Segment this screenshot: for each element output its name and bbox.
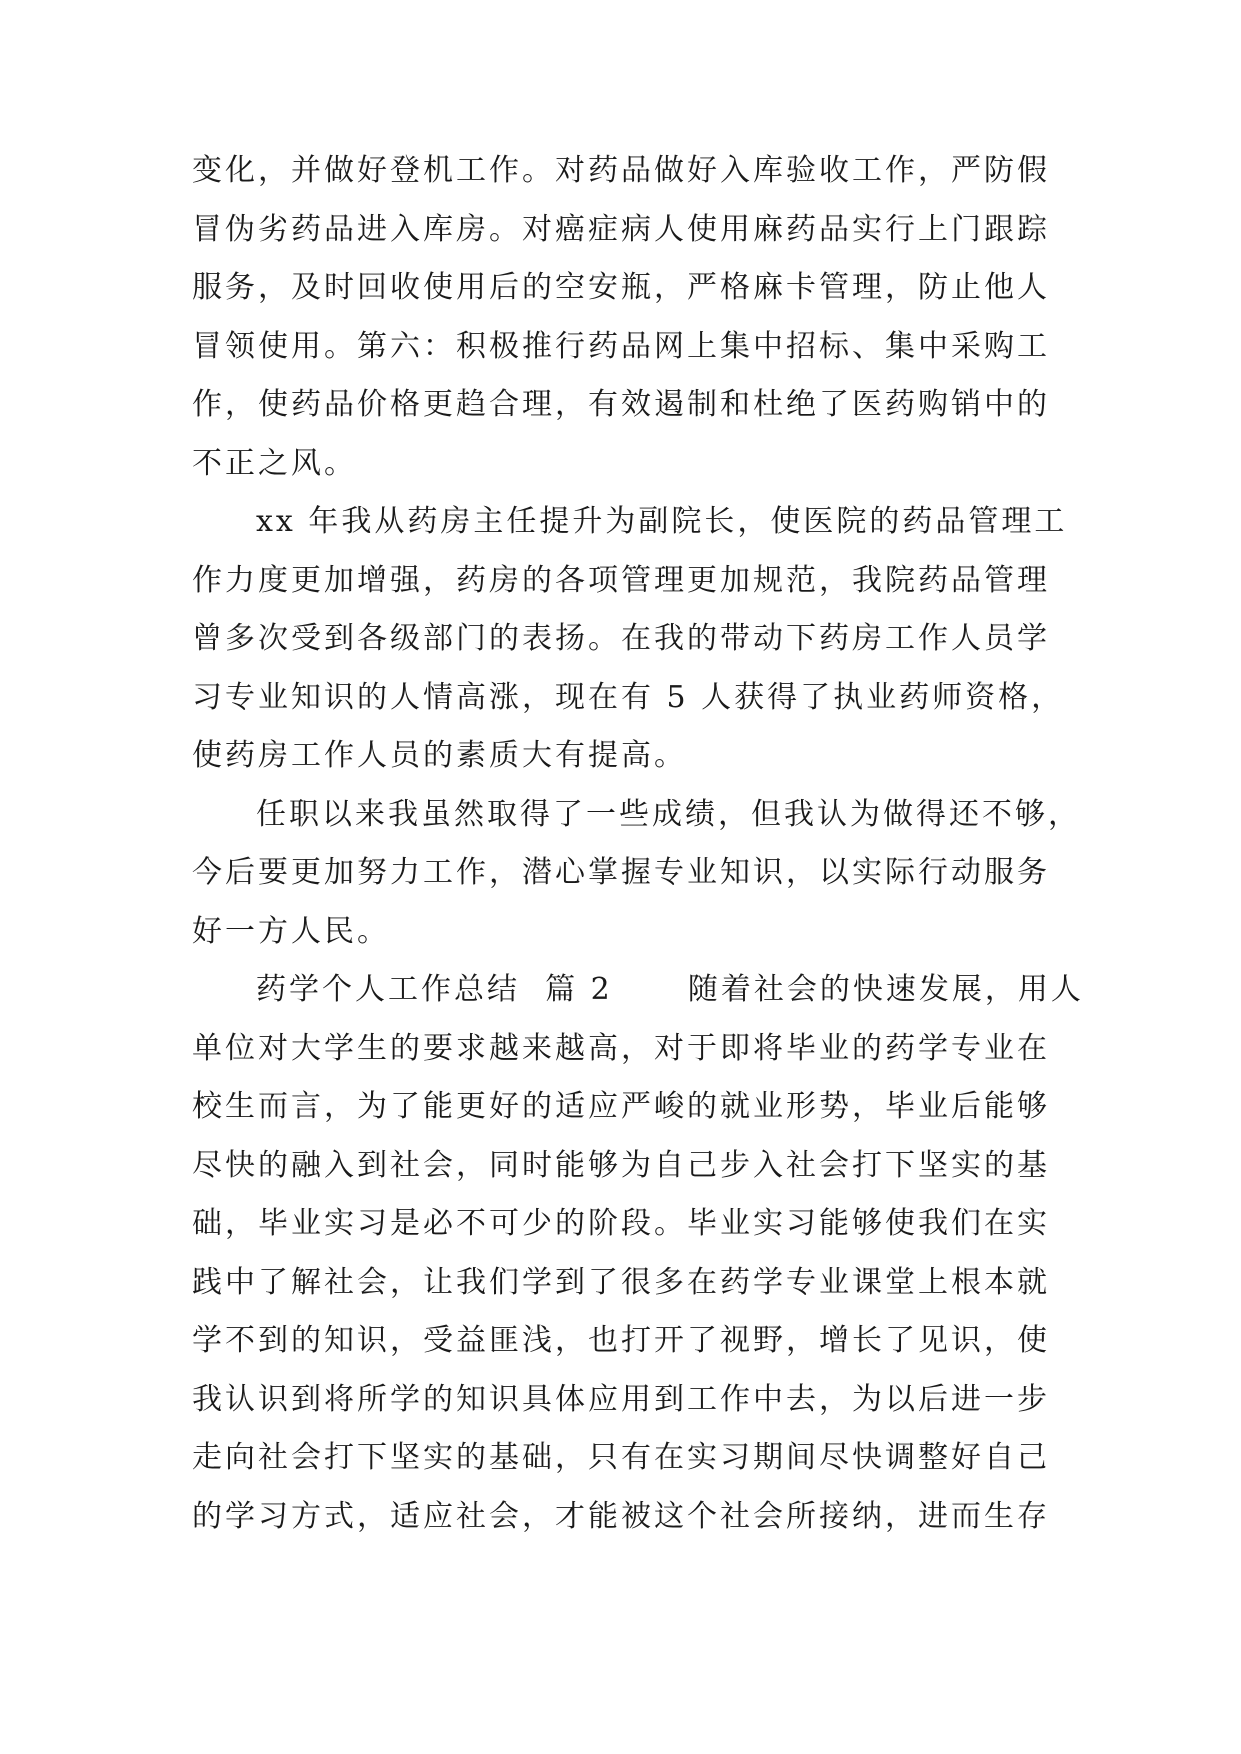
text-line: 单位对大学生的要求越来越高，对于即将毕业的药学专业在 bbox=[192, 1030, 1050, 1066]
text-line: 曾多次受到各级部门的表扬。在我的带动下药房工作人员学 bbox=[192, 621, 1050, 656]
text-line: 好一方人民。 bbox=[192, 913, 390, 949]
text-line: 校生而言，为了能更好的适应严峻的就业形势，毕业后能够 bbox=[192, 1089, 1050, 1124]
section-heading-line: 药学个人工作总结 篇 2 随着社会的快速发展，用人 bbox=[256, 972, 1084, 1007]
text-line: 我认识到将所学的知识具体应用到工作中去，为以后进一步 bbox=[192, 1381, 1050, 1417]
paragraph-start-line: xx 年我从药房主任提升为副院长，使医院的药品管理工 bbox=[256, 504, 1068, 539]
document-body bbox=[192, 142, 1084, 1546]
text-line: 冒领使用。第六：积极推行药品网上集中招标、集中采购工 bbox=[192, 328, 1050, 364]
text-line: 变化，并做好登机工作。对药品做好入库验收工作，严防假 bbox=[192, 153, 1050, 188]
text-line: 作，使药品价格更趋合理，有效遏制和杜绝了医药购销中的 bbox=[192, 387, 1050, 422]
text-line: 础，毕业实习是必不可少的阶段。毕业实习能够使我们在实 bbox=[192, 1206, 1050, 1241]
text-line: 习专业知识的人情高涨，现在有 5 人获得了执业药师资格， bbox=[192, 679, 1065, 715]
text-line: 践中了解社会，让我们学到了很多在药学专业课堂上根本就 bbox=[192, 1264, 1050, 1300]
text-line: 走向社会打下坚实的基础，只有在实习期间尽快调整好自己 bbox=[192, 1440, 1050, 1475]
paragraph-start-line: 任职以来我虽然取得了一些成绩，但我认为做得还不够， bbox=[256, 796, 1081, 832]
text-line: 冒伪劣药品进入库房。对癌症病人使用麻药品实行上门跟踪 bbox=[192, 211, 1050, 247]
text-line: 尽快的融入到社会，同时能够为自己步入社会打下坚实的基 bbox=[192, 1147, 1050, 1183]
text-line: 作力度更加增强，药房的各项管理更加规范，我院药品管理 bbox=[192, 562, 1050, 598]
text-line: 使药房工作人员的素质大有提高。 bbox=[192, 738, 687, 773]
text-line: 不正之风。 bbox=[192, 445, 357, 481]
text-line: 的学习方式，适应社会，才能被这个社会所接纳，进而生存 bbox=[192, 1498, 1050, 1534]
text-line: 服务，及时回收使用后的空安瓶，严格麻卡管理，防止他人 bbox=[192, 270, 1050, 305]
text-line: 今后要更加努力工作，潜心掌握专业知识，以实际行动服务 bbox=[192, 855, 1050, 890]
text-line: 学不到的知识，受益匪浅，也打开了视野，增长了见识，使 bbox=[192, 1323, 1050, 1358]
